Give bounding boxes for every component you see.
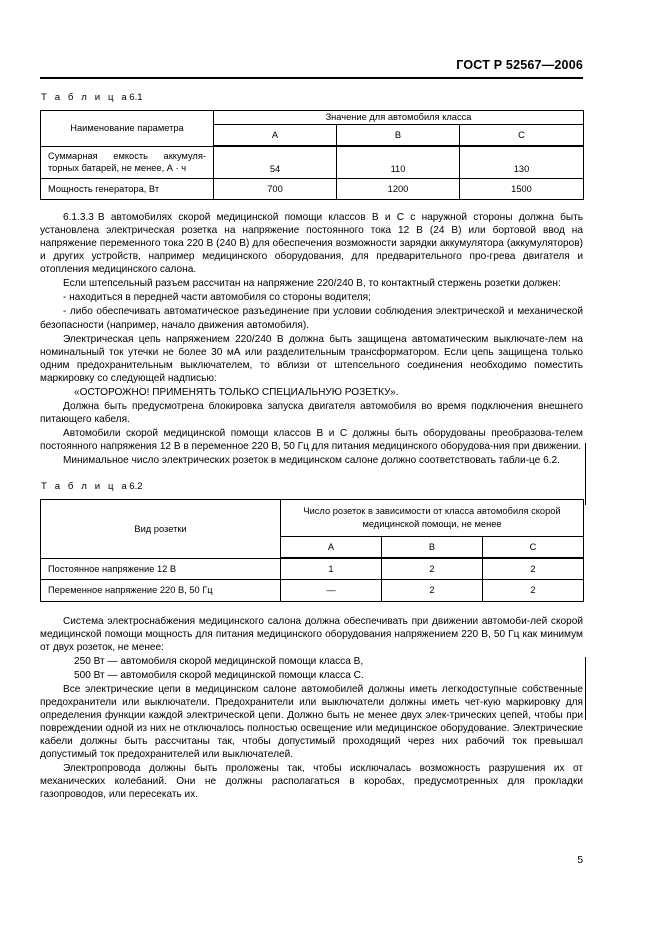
table-6-2-row-1-value-c: 2 [483, 580, 584, 602]
clause-6-1-3-3-number: 6.1.3.3 [63, 212, 94, 224]
table-6-1-class-c: С [460, 125, 584, 147]
table-6-1-row-1-value-b: 1200 [337, 178, 460, 200]
table-6-1-row-0-value-c: 130 [460, 146, 584, 178]
table-6-1-caption [41, 92, 583, 103]
paragraph-fuses-and-switches: Все электрические цепи в медицинском салоне автомобилей должны иметь легкодоступные собственные предохранители или выключатели. Предохранители или выключатели должны иметь чет-кую маркировку для определения функции каждой электрической цепи. Должно быть не менее двух элек-трических цепей, чтобы при повреждении одной из них не отключалось полностью освещение или медицинское оборудование. Электрические кабели должны быть рассчитаны так, чтобы допустимый проходящий через них рабочий ток превышал допустимый ток предохранителей или выключателей. [40, 683, 583, 761]
table-6-1 [40, 110, 584, 200]
table-6-1-caption-number: 6.1 [129, 92, 143, 103]
table-6-1-row-1-value-c: 1500 [460, 178, 584, 200]
list-item-automatic-disconnect: - либо обеспечивать автоматическое разъединение при условии соблюдения электрической и механической безопасности (например, начало движения автомобиля). [40, 306, 583, 331]
table-6-2-row-1-value-a: — [281, 580, 382, 602]
clause-6-1-3-3 [40, 211, 583, 276]
table-row [41, 146, 584, 178]
table-6-1-header-param: Наименование параметра [41, 111, 214, 147]
warning-label-text: «ОСТОРОЖНО! ПРИМЕНЯТЬ ТОЛЬКО СПЕЦИАЛЬНУЮ РОЗЕТКУ». [74, 386, 399, 398]
table-6-1-class-b: В [337, 125, 460, 147]
power-item-class-c: 500 Вт — автомобиля скорой медицинской помощи класса С. [74, 669, 364, 681]
table-6-1-row-0-value-a: 54 [214, 146, 337, 178]
table-6-2-class-a: А [281, 537, 382, 559]
table-6-2-class-c: С [483, 537, 584, 559]
table-6-2-row-1-label: Переменное напряжение 220 В, 50 Гц [41, 580, 281, 602]
table-6-2-class-b: В [382, 537, 483, 559]
page-content [40, 92, 583, 801]
table-6-2-row-0-value-c: 2 [483, 558, 584, 580]
table-6-2-header-group: Число розеток в зависимости от класса автомобиля скорой медицинской помощи, не менее [281, 500, 584, 537]
table-6-2 [40, 499, 584, 602]
table-6-2-caption-label: Т а б л и ц а [41, 481, 130, 493]
table-6-1-caption-label: Т а б л и ц а [41, 92, 130, 103]
table-row [41, 580, 584, 602]
paragraph-plug-connector: Если штепсельный разъем рассчитан на напряжение 220/240 В, то контактный стержень розетки должен: [63, 278, 561, 290]
table-6-2-row-0-value-a: 1 [281, 558, 382, 580]
table-6-2-caption [41, 481, 583, 492]
table-6-2-row-0-label: Постоянное напряжение 12 В [41, 558, 281, 580]
paragraph-circuit-protection: Электрическая цепь напряжением 220/240 В должна быть защищена автоматическим выключате-лем на номинальный ток утечки не более 30 мА или разделительным трансформатором. Если цепь защищена только одним предохранительным выключателем, то вблизи от штепсельного соединения необходимо поместить маркировку со следующей надписью: [40, 333, 583, 384]
paragraph-power-supply-system: Система электроснабжения медицинского салона должна обеспечивать при движении автомоби-лей скорой медицинской помощи мощность для питания медицинского оборудования напряжением 220 В, 50 Гц как минимум от двух розеток, не менее: [40, 615, 583, 653]
table-6-1-row-0-label: Суммарная емкость аккумуля-торных батарей, не менее, А · ч [41, 146, 214, 178]
header-rule [40, 77, 583, 79]
table-6-2-row-0-value-b: 2 [382, 558, 483, 580]
paragraph-minimum-sockets: Минимальное число электрических розеток в медицинском салоне должно соответствовать табли-це 6.2. [63, 455, 560, 466]
paragraph-engine-start-interlock: Должна быть предусмотрена блокировка запуска двигателя автомобиля во время подключения внешнего питающего кабеля. [40, 400, 583, 425]
table-row [41, 500, 584, 537]
table-6-2-header-param: Вид розетки [41, 500, 281, 559]
list-item-front-of-vehicle: - находиться в передней части автомобиля со стороны водителя; [63, 292, 371, 304]
table-6-1-row-0-value-b: 110 [337, 146, 460, 178]
change-bar-converter [585, 443, 586, 505]
paragraph-voltage-converter: Автомобили скорой медицинской помощи классов В и С должны быть оборудованы преобразова-телем постоянного напряжения 12 В в переменное 220 В, 50 Гц для питания медицинского оборудова-ния при движении. [40, 427, 583, 452]
power-item-class-b: 250 Вт — автомобиля скорой медицинской помощи класса В, [74, 655, 364, 667]
page-number: 5 [577, 855, 583, 866]
change-bar-power-system [585, 657, 586, 720]
standard-number-header: ГОСТ Р 52567—2006 [456, 58, 583, 72]
table-row [41, 178, 584, 200]
table-6-1-row-1-value-a: 700 [214, 178, 337, 200]
table-row [41, 111, 584, 125]
table-6-2-caption-number: 6.2 [129, 481, 143, 493]
table-6-2-row-1-value-b: 2 [382, 580, 483, 602]
clause-6-1-3-3-text: В автомобилях скорой медицинской помощи классов В и С с наружной стороны должна быть установлена электрическая розетка на напряжение постоянного тока 12 В (24 В) или бортовой ввод на напряжение переменного тока 220 В (240 В) для обеспечения возможности зарядки аккумулятора (аккумуляторов) и других устройств, например медицинского оборудования, для предварительного про-грева двигателя и отопления медицинского салона. [40, 212, 583, 276]
table-6-1-header-group: Значение для автомобиля класса [214, 111, 584, 125]
paragraph-wiring-routing: Электропровода должны быть проложены так, чтобы исключалась возможность разрушения их от механических колебаний. Они не должны располагаться в коробах, предусмотренных для прокладки газопроводов, или пересекать их. [40, 763, 583, 801]
table-row [41, 558, 584, 580]
table-6-1-row-1-label: Мощность генератора, Вт [41, 178, 214, 200]
table-6-1-class-a: А [214, 125, 337, 147]
